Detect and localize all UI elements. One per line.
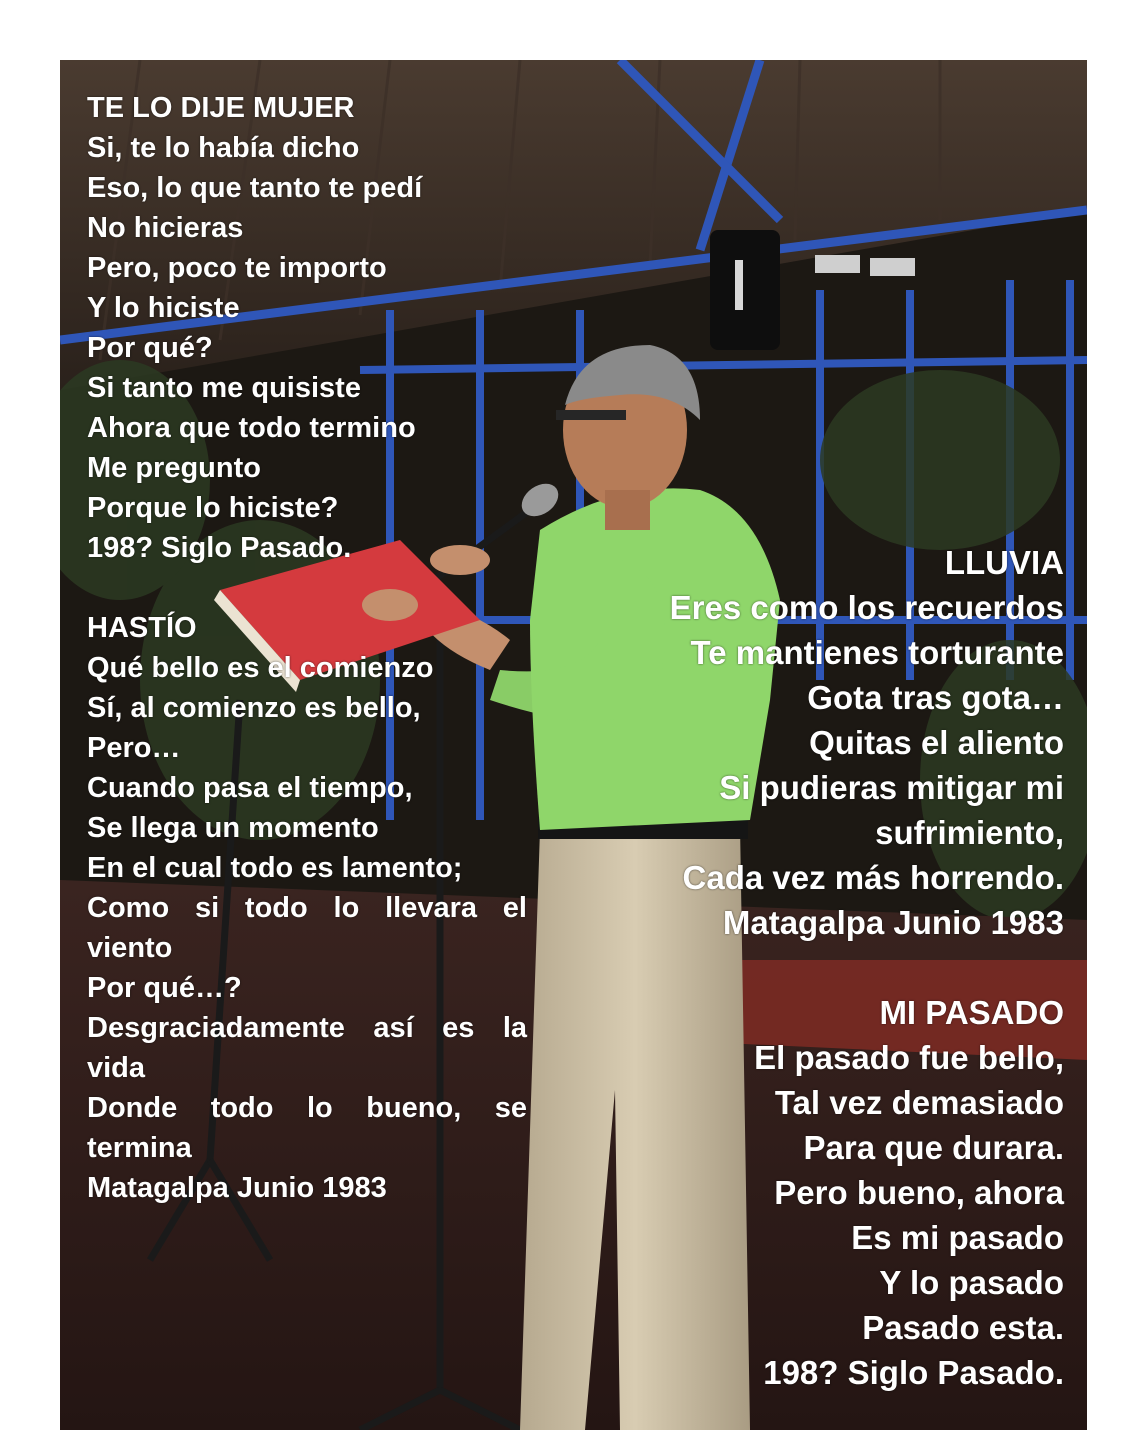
poem-date: 198? Siglo Pasado. xyxy=(87,532,352,564)
poem-line: Te mantienes torturante xyxy=(690,634,1064,671)
poems-left-column xyxy=(87,88,527,1208)
poem-line: Por qué…? xyxy=(87,972,242,1004)
poem-line: Pasado esta. xyxy=(862,1309,1064,1346)
poem-line: Tal vez demasiado xyxy=(774,1084,1064,1121)
poem-line: Por qué? xyxy=(87,332,213,364)
poem-line: Cuando pasa el tiempo, xyxy=(87,772,413,804)
poem-line: El pasado fue bello, xyxy=(754,1039,1064,1076)
poem-line: Pero… xyxy=(87,732,181,764)
poem-title-mi-pasado: MI PASADO xyxy=(879,994,1064,1031)
poem-line: Qué bello es el comienzo xyxy=(87,652,434,684)
poem-line: Eso, lo que tanto te pedí xyxy=(87,172,423,204)
poem-line: Es mi pasado xyxy=(851,1219,1064,1256)
poem-date: 198? Siglo Pasado. xyxy=(763,1354,1064,1391)
poem-line: Si pudieras mitigar mi sufrimiento, xyxy=(719,769,1064,851)
poem-line: Sí, al comienzo es bello, xyxy=(87,692,421,724)
poem-line: Para que durara. xyxy=(803,1129,1064,1166)
poem-line: Pero bueno, ahora xyxy=(774,1174,1064,1211)
poems-right-column xyxy=(594,540,1064,1395)
poem-line: No hicieras xyxy=(87,212,244,244)
poem-line: Y lo hiciste xyxy=(87,292,240,324)
poem-date: Matagalpa Junio 1983 xyxy=(722,904,1064,941)
poem-line: Me pregunto xyxy=(87,452,261,484)
poem-title-hastio: HASTÍO xyxy=(87,612,197,644)
poem-line: Porque lo hiciste? xyxy=(87,492,339,524)
poem-line: Desgraciadamente así es la vida xyxy=(87,1012,527,1084)
poem-line: Y lo pasado xyxy=(879,1264,1064,1301)
poem-line: Si, te lo había dicho xyxy=(87,132,360,164)
poem-date: Matagalpa Junio 1983 xyxy=(87,1172,387,1204)
poem-line: Pero, poco te importo xyxy=(87,252,387,284)
poem-line: Quitas el aliento xyxy=(809,724,1064,761)
poem-line: Donde todo lo bueno, se termina xyxy=(87,1092,527,1164)
poem-line: Si tanto me quisiste xyxy=(87,372,361,404)
poem-line: Eres como los recuerdos xyxy=(669,589,1064,626)
poem-line: Ahora que todo termino xyxy=(87,412,416,444)
poem-title-lluvia: LLUVIA xyxy=(944,544,1064,581)
poem-line: Gota tras gota… xyxy=(807,679,1064,716)
poem-line: Cada vez más horrendo. xyxy=(682,859,1064,896)
poem-title-te-lo-dije: TE LO DIJE MUJER xyxy=(87,92,355,124)
poem-line: En el cual todo es lamento; xyxy=(87,852,463,884)
poem-line: Como si todo lo llevara el viento xyxy=(87,892,527,964)
poem-line: Se llega un momento xyxy=(87,812,379,844)
